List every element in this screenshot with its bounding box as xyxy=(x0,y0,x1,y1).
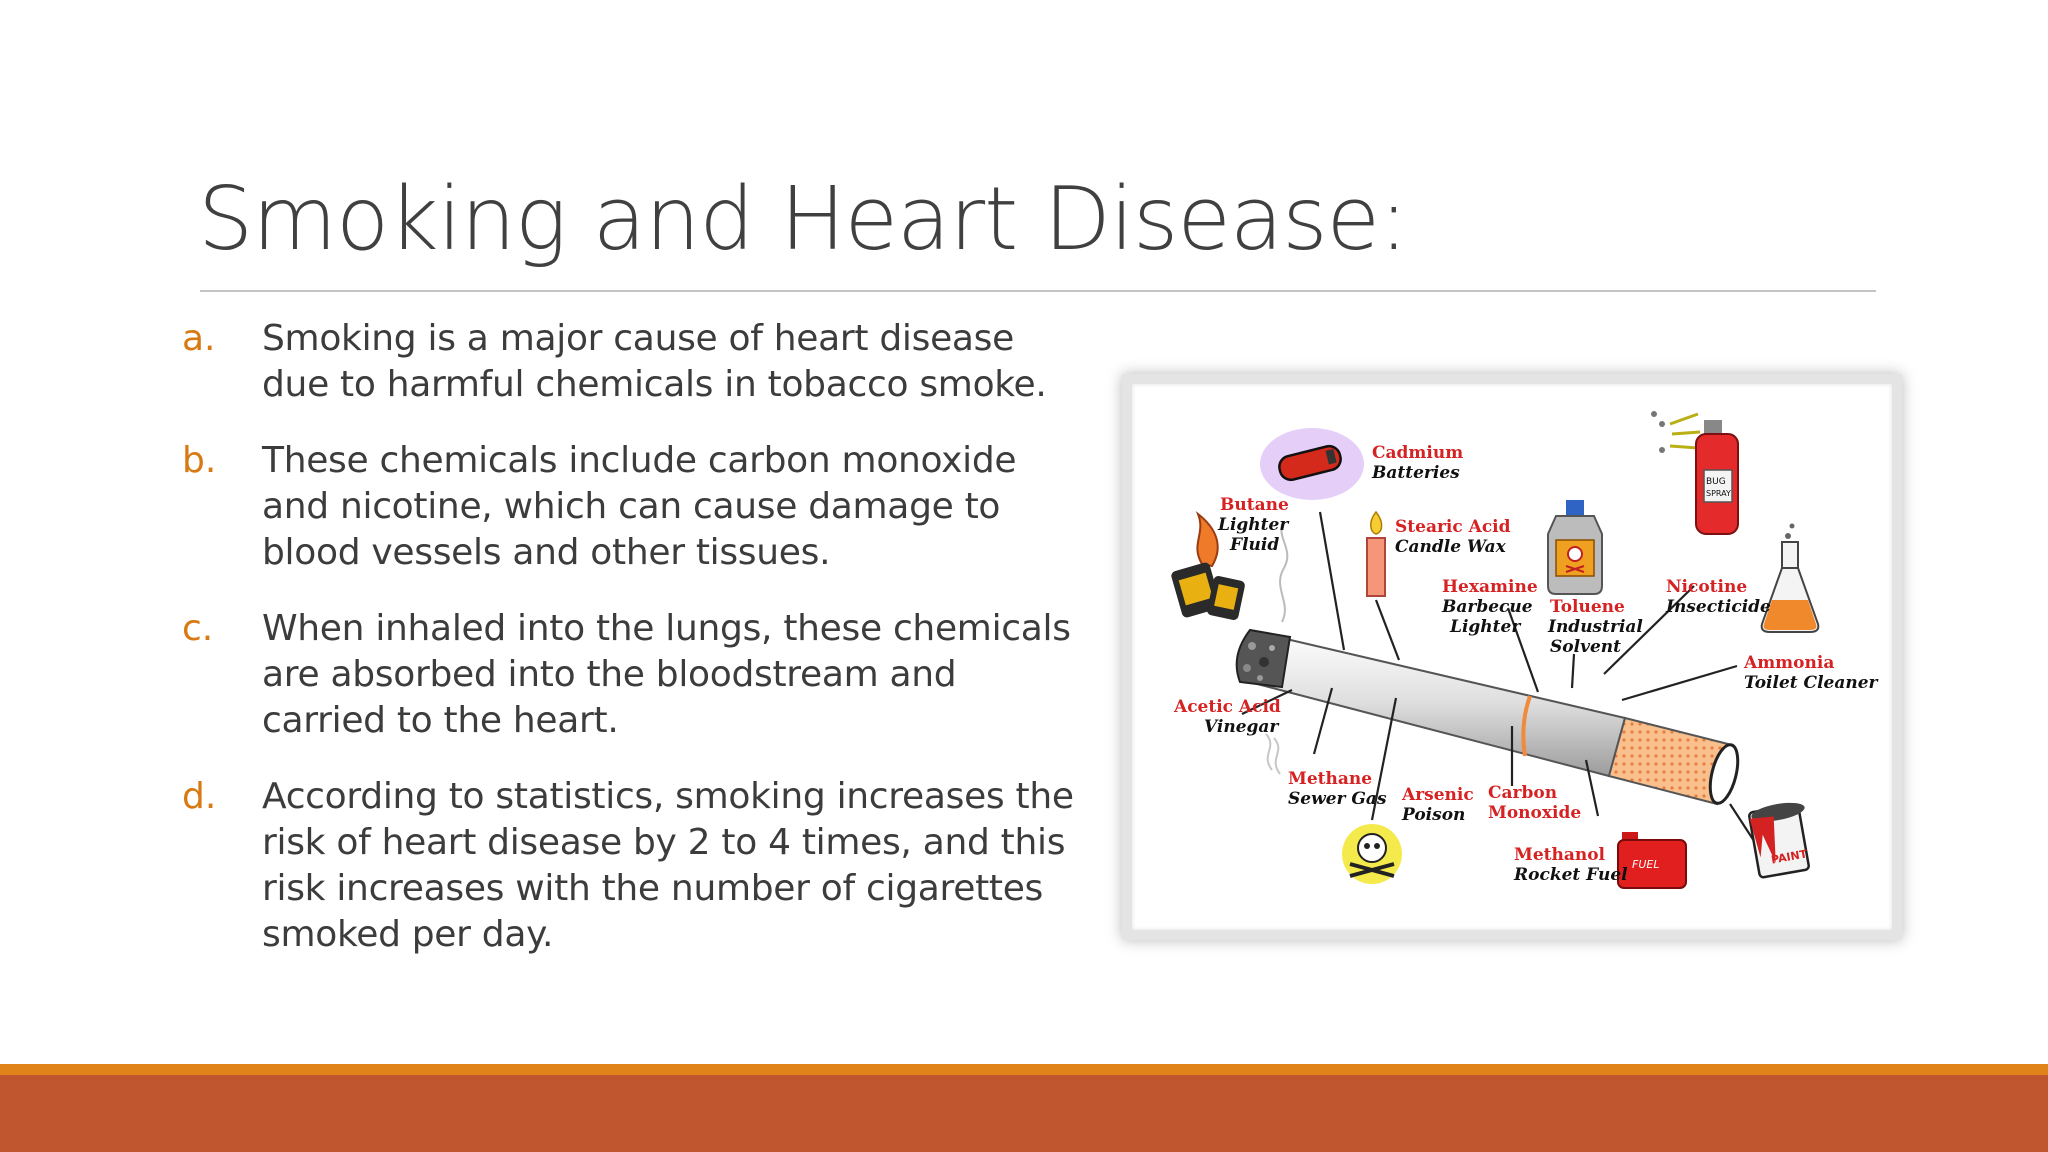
chem-use: Lighter xyxy=(1450,617,1521,637)
chem-name: Nicotine xyxy=(1666,577,1748,597)
fuel-can-text: FUEL xyxy=(1632,858,1660,871)
chem-name: Arsenic xyxy=(1402,785,1474,805)
chem-name: Butane xyxy=(1220,495,1289,515)
bullet-item xyxy=(182,606,1082,744)
chem-use: Candle Wax xyxy=(1395,537,1506,557)
bug-spray-icon xyxy=(1651,411,1738,534)
bullet-marker: a. xyxy=(182,318,216,359)
chem-use: Rocket Fuel xyxy=(1514,865,1628,885)
bullet-text: According to statistics, smoking increases the risk of heart disease by 2 to 4 times, and this risk increases with the number of cigarettes smoked per day. xyxy=(262,776,1074,955)
chem-name: Carbon xyxy=(1488,783,1558,803)
bullet-list xyxy=(182,316,1082,988)
cigarette-icon xyxy=(1237,524,1743,806)
bullet-item xyxy=(182,774,1082,958)
bullet-marker: c. xyxy=(182,608,214,649)
slide-title: Smoking and Heart Disease: xyxy=(198,168,1408,270)
bullet-text: These chemicals include carbon monoxide and nicotine, which can cause damage to blood vessels and other tissues. xyxy=(262,440,1017,573)
chem-name: Acetic Acid xyxy=(1174,697,1281,717)
chem-name: Hexamine xyxy=(1442,577,1538,597)
cigarette-chemicals-illustration xyxy=(1132,384,1892,930)
chem-use: Toilet Cleaner xyxy=(1744,673,1878,693)
bullet-text: When inhaled into the lungs, these chemicals are absorbed into the bloodstream and carried to the heart. xyxy=(262,608,1071,741)
chem-use: Barbecue xyxy=(1442,597,1533,617)
solvent-bottle-icon xyxy=(1548,500,1602,594)
chem-name: Cadmium xyxy=(1372,443,1464,463)
gas-icon xyxy=(1266,734,1280,774)
chem-name: Ammonia xyxy=(1744,653,1835,673)
footer-accent-stripe xyxy=(0,1064,2048,1075)
paint-can-icon xyxy=(1749,799,1810,877)
bullet-marker: d. xyxy=(182,776,217,817)
battery-icon xyxy=(1260,428,1364,500)
bullet-marker: b. xyxy=(182,440,217,481)
bug-spray-text: BUG xyxy=(1706,477,1726,487)
chem-use: Sewer Gas xyxy=(1288,789,1387,809)
chem-use: Batteries xyxy=(1372,463,1460,483)
chem-use: Lighter xyxy=(1218,515,1289,535)
skull-icon xyxy=(1342,824,1402,884)
chem-use: Industrial xyxy=(1548,617,1643,637)
chem-name: Stearic Acid xyxy=(1395,517,1511,537)
chem-use: Vinegar xyxy=(1204,717,1279,737)
chem-use: Poison xyxy=(1402,805,1466,825)
candle-icon xyxy=(1367,512,1385,596)
bug-spray-text: SPRAY xyxy=(1706,489,1731,498)
cigarette-chemicals-figure xyxy=(1122,374,1902,940)
footer-bar xyxy=(0,1075,2048,1152)
chem-name: Monoxide xyxy=(1488,803,1582,823)
chem-name: Methane xyxy=(1288,769,1373,789)
title-divider xyxy=(200,290,1876,292)
paint-can-text: PAINT xyxy=(1770,847,1809,867)
fuel-can-icon xyxy=(1618,832,1686,888)
chem-use: Solvent xyxy=(1550,637,1621,657)
bullet-item xyxy=(182,316,1082,408)
chem-name: Methanol xyxy=(1514,845,1606,865)
chem-use: Insecticide xyxy=(1666,597,1771,617)
chem-name: Toluene xyxy=(1550,597,1625,617)
bullet-item xyxy=(182,438,1082,576)
chem-use: Fluid xyxy=(1230,535,1280,555)
bullet-text: Smoking is a major cause of heart disease due to harmful chemicals in tobacco smoke. xyxy=(262,318,1047,405)
